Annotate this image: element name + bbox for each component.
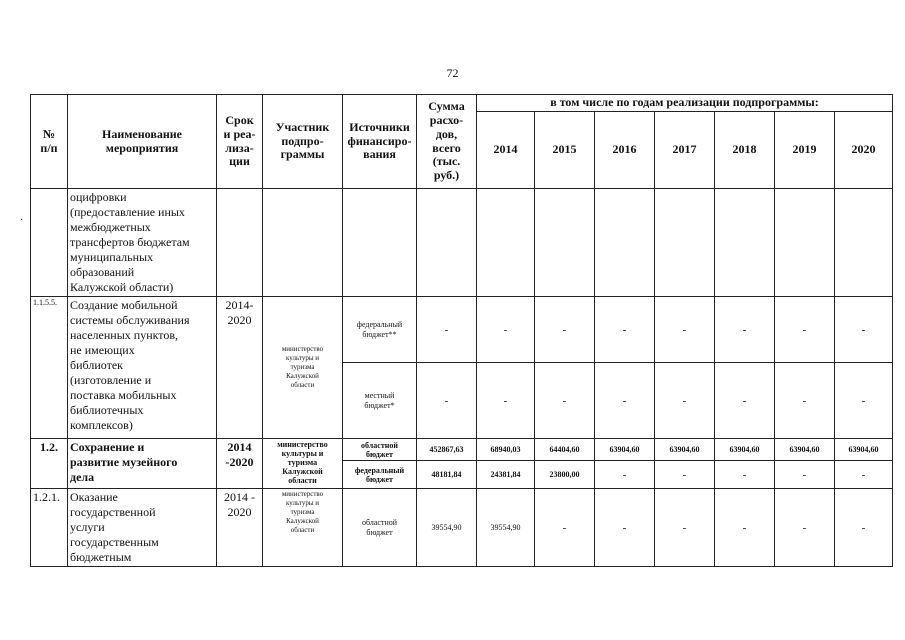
cell-year-value: 63904,60 xyxy=(835,439,893,461)
header-participant: Участник подпро- граммы xyxy=(263,95,343,189)
cell-sum: - xyxy=(417,297,477,363)
cell-year-value: - xyxy=(655,461,715,489)
cell-year-value: 39554,90 xyxy=(477,489,535,567)
table-row-1-2-1 xyxy=(31,489,893,567)
table-row-1-1-5-5-federal xyxy=(31,297,893,363)
cell-name: оцифровки (предоставление иных межбюджетных трансфертов бюджетам муниципальных образований Калужской области) xyxy=(68,189,217,297)
cell-year-value: - xyxy=(715,363,775,439)
cell-year-value: - xyxy=(835,363,893,439)
cell-year-value: - xyxy=(775,461,835,489)
cell-year-value: 64404,60 xyxy=(535,439,595,461)
cell-year-value: - xyxy=(835,461,893,489)
cell-name: Сохранение и развитие музейного дела xyxy=(68,439,217,489)
cell-year-value: - xyxy=(655,297,715,363)
table-row-continuation xyxy=(31,189,893,297)
cell-year-value: 68940,03 xyxy=(477,439,535,461)
cell-year-value: - xyxy=(715,297,775,363)
cell-year-value: 23800,00 xyxy=(535,461,595,489)
cell-year-value: - xyxy=(775,297,835,363)
cell-empty xyxy=(535,189,595,297)
header-years-group: в том числе по годам реализации подпрограммы: xyxy=(477,95,893,112)
cell-empty xyxy=(595,189,655,297)
cell-year-value: - xyxy=(535,363,595,439)
cell-year-value: 63904,60 xyxy=(775,439,835,461)
cell-name: Оказание государственной услуги государственным бюджетным xyxy=(68,489,217,567)
cell-empty xyxy=(715,189,775,297)
header-year-2020: 2020 xyxy=(835,112,893,189)
header-year-2017: 2017 xyxy=(655,112,715,189)
header-year-2019: 2019 xyxy=(775,112,835,189)
cell-empty xyxy=(477,189,535,297)
cell-year-value: - xyxy=(655,363,715,439)
cell-year-value: 63904,60 xyxy=(655,439,715,461)
cell-empty xyxy=(343,189,417,297)
cell-sum: 39554,90 xyxy=(417,489,477,567)
cell-id: 1.2. xyxy=(31,439,68,489)
header-number: № п/п xyxy=(31,95,68,189)
cell-year-value: - xyxy=(775,363,835,439)
cell-id: 1.1.5.5. xyxy=(31,297,68,439)
cell-source: федеральный бюджет xyxy=(343,461,417,489)
subprogram-table xyxy=(30,94,893,567)
cell-source: областной бюджет xyxy=(343,439,417,461)
cell-year-value: - xyxy=(775,489,835,567)
cell-id: 1.2.1. xyxy=(31,489,68,567)
cell-empty xyxy=(775,189,835,297)
table-row-1-2-regional xyxy=(31,439,893,461)
cell-year-value: - xyxy=(715,489,775,567)
cell-participant: министерство культуры и туризма Калужской области xyxy=(263,439,343,489)
page-number: 72 xyxy=(446,66,459,80)
cell-term: 2014 -2020 xyxy=(217,439,263,489)
cell-empty xyxy=(655,189,715,297)
cell-empty xyxy=(835,189,893,297)
header-term: Срок и реа- лиза- ции xyxy=(217,95,263,189)
cell-empty xyxy=(263,189,343,297)
header-sources: Источники финансиро- вания xyxy=(343,95,417,189)
cell-source: местный бюджет* xyxy=(343,363,417,439)
stray-mark: · xyxy=(20,215,24,226)
cell-year-value: 63904,60 xyxy=(715,439,775,461)
header-year-2018: 2018 xyxy=(715,112,775,189)
cell-source: федеральный бюджет** xyxy=(343,297,417,363)
header-sum: Сумма расхо- дов, всего (тыс. руб.) xyxy=(417,95,477,189)
cell-year-value: - xyxy=(715,461,775,489)
cell-year-value: - xyxy=(655,489,715,567)
cell-year-value: - xyxy=(835,489,893,567)
cell-term: 2014 - 2020 xyxy=(217,489,263,567)
cell-year-value: 24381,84 xyxy=(477,461,535,489)
cell-sum: - xyxy=(417,363,477,439)
cell-sum: 48181,84 xyxy=(417,461,477,489)
cell-participant: министерство культуры и туризма Калужской области xyxy=(263,489,343,567)
cell-year-value: - xyxy=(835,297,893,363)
header-year-2016: 2016 xyxy=(595,112,655,189)
cell-empty xyxy=(217,189,263,297)
cell-name: Создание мобильной системы обслуживания населенных пунктов, не имеющих библиотек (изготовление и поставка мобильных библиотечных комплексов) xyxy=(68,297,217,439)
cell-year-value: 63904,60 xyxy=(595,439,655,461)
header-year-2015: 2015 xyxy=(535,112,595,189)
cell-id xyxy=(31,189,68,297)
cell-year-value: - xyxy=(595,297,655,363)
cell-year-value: - xyxy=(535,297,595,363)
cell-source: областной бюджет xyxy=(343,489,417,567)
cell-year-value: - xyxy=(535,489,595,567)
cell-year-value: - xyxy=(477,297,535,363)
header-year-2014: 2014 xyxy=(477,112,535,189)
cell-year-value: - xyxy=(595,461,655,489)
cell-year-value: - xyxy=(595,489,655,567)
cell-year-value: - xyxy=(477,363,535,439)
cell-participant: министерство культуры и туризма Калужской области xyxy=(263,297,343,439)
cell-sum: 452867,63 xyxy=(417,439,477,461)
cell-empty xyxy=(417,189,477,297)
cell-year-value: - xyxy=(595,363,655,439)
cell-term: 2014- 2020 xyxy=(217,297,263,439)
header-name: Наименование мероприятия xyxy=(68,95,217,189)
